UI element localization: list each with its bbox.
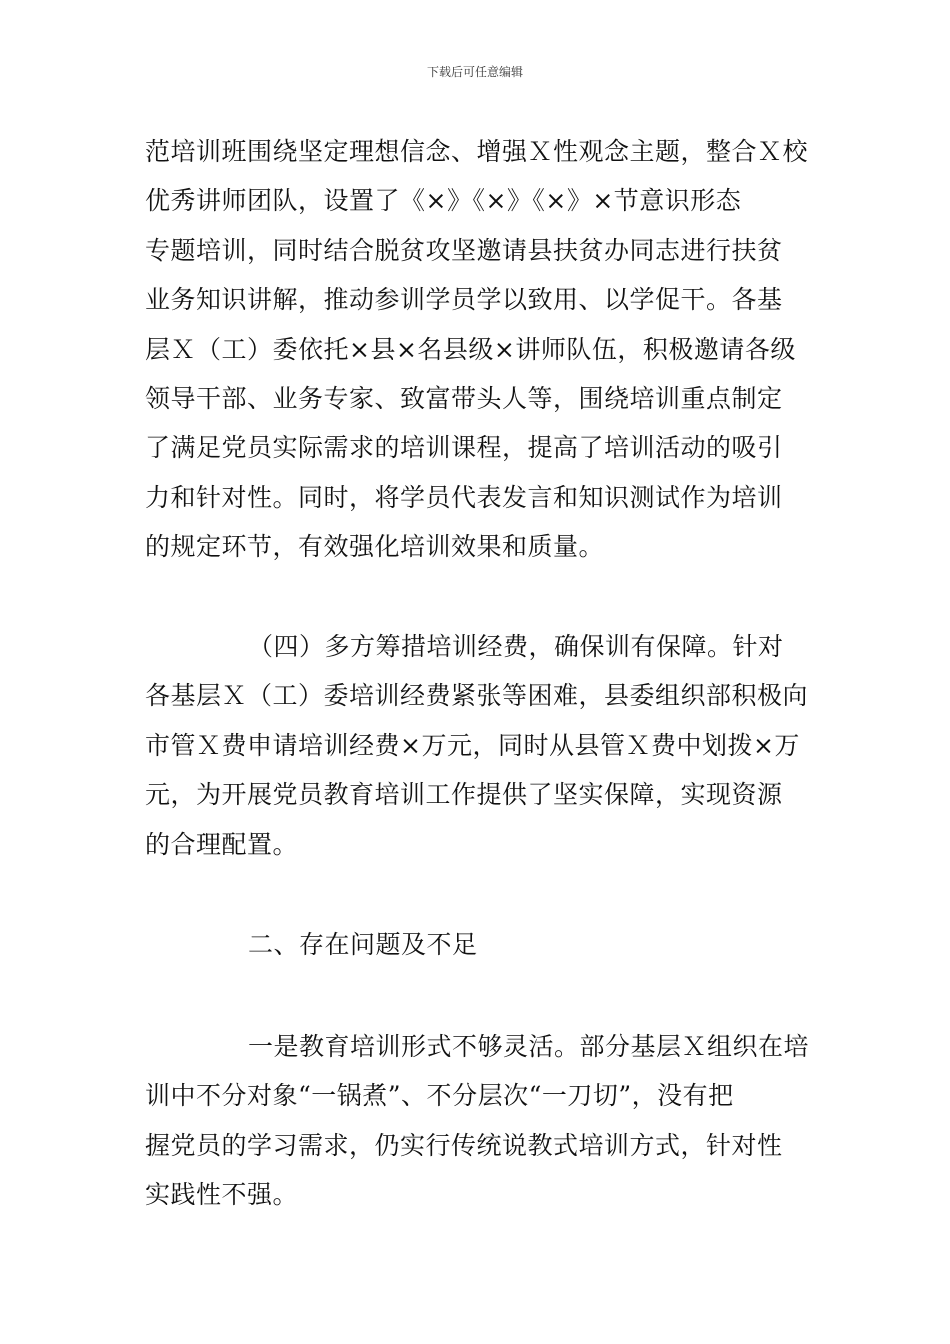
text-line: 范培训班围绕坚定理想信念、增强Ｘ性观念主题，整合Ｘ校	[145, 137, 809, 166]
text-line: 优秀讲师团队，设置了《×》《×》《×》×节意识形态	[145, 186, 742, 216]
text-line: 元，为开展党员教育培训工作提供了坚实保障，实现资源	[145, 780, 783, 810]
text-line: 训中不分对象“一锅煮”、不分层次“一刀切”，没有把	[145, 1081, 734, 1111]
page-header-note: 下载后可任意编辑	[426, 65, 523, 79]
text-line: 业务知识讲解，推动参训学员学以致用、以学促干。各基	[145, 285, 783, 315]
text-line: 一是教育培训形式不够灵活。部分基层Ｘ组织在培	[248, 1032, 810, 1061]
heading-text: 二、存在问题及不足	[248, 930, 478, 959]
text-line: 领导干部、业务专家、致富带头人等，围绕培训重点制定	[145, 383, 783, 413]
text-line: 的合理配置。	[145, 829, 299, 859]
text-line: 各基层Ｘ（工）委培训经费紧张等困难，县委组织部积极向	[145, 681, 809, 711]
section-heading-problems	[145, 920, 807, 969]
text-line: （四）多方筹措培训经费，确保训有保障。针对	[248, 632, 784, 661]
text-line: 专题培训，同时结合脱贫攻坚邀请县扶贫办同志进行扶贫	[145, 235, 783, 265]
text-line: 实践性不强。	[145, 1180, 299, 1210]
text-line: 市管Ｘ费申请培训经费×万元，同时从县管Ｘ费中划拨×万	[145, 730, 800, 760]
paragraph-problem-one	[145, 1022, 810, 1220]
text-line: 握党员的学习需求，仍实行传统说教式培训方式，针对性	[145, 1130, 783, 1160]
paragraph-training-funds	[145, 622, 807, 869]
text-line: 的规定环节，有效强化培训效果和质量。	[145, 532, 605, 562]
text-line: 层Ｘ（工）委依托×县×名县级×讲师队伍，积极邀请各级	[145, 334, 796, 364]
paragraph-training-content	[145, 127, 807, 572]
text-line: 了满足党员实际需求的培训课程，提高了培训活动的吸引	[145, 433, 783, 463]
text-line: 力和针对性。同时，将学员代表发言和知识测试作为培训	[145, 482, 783, 512]
